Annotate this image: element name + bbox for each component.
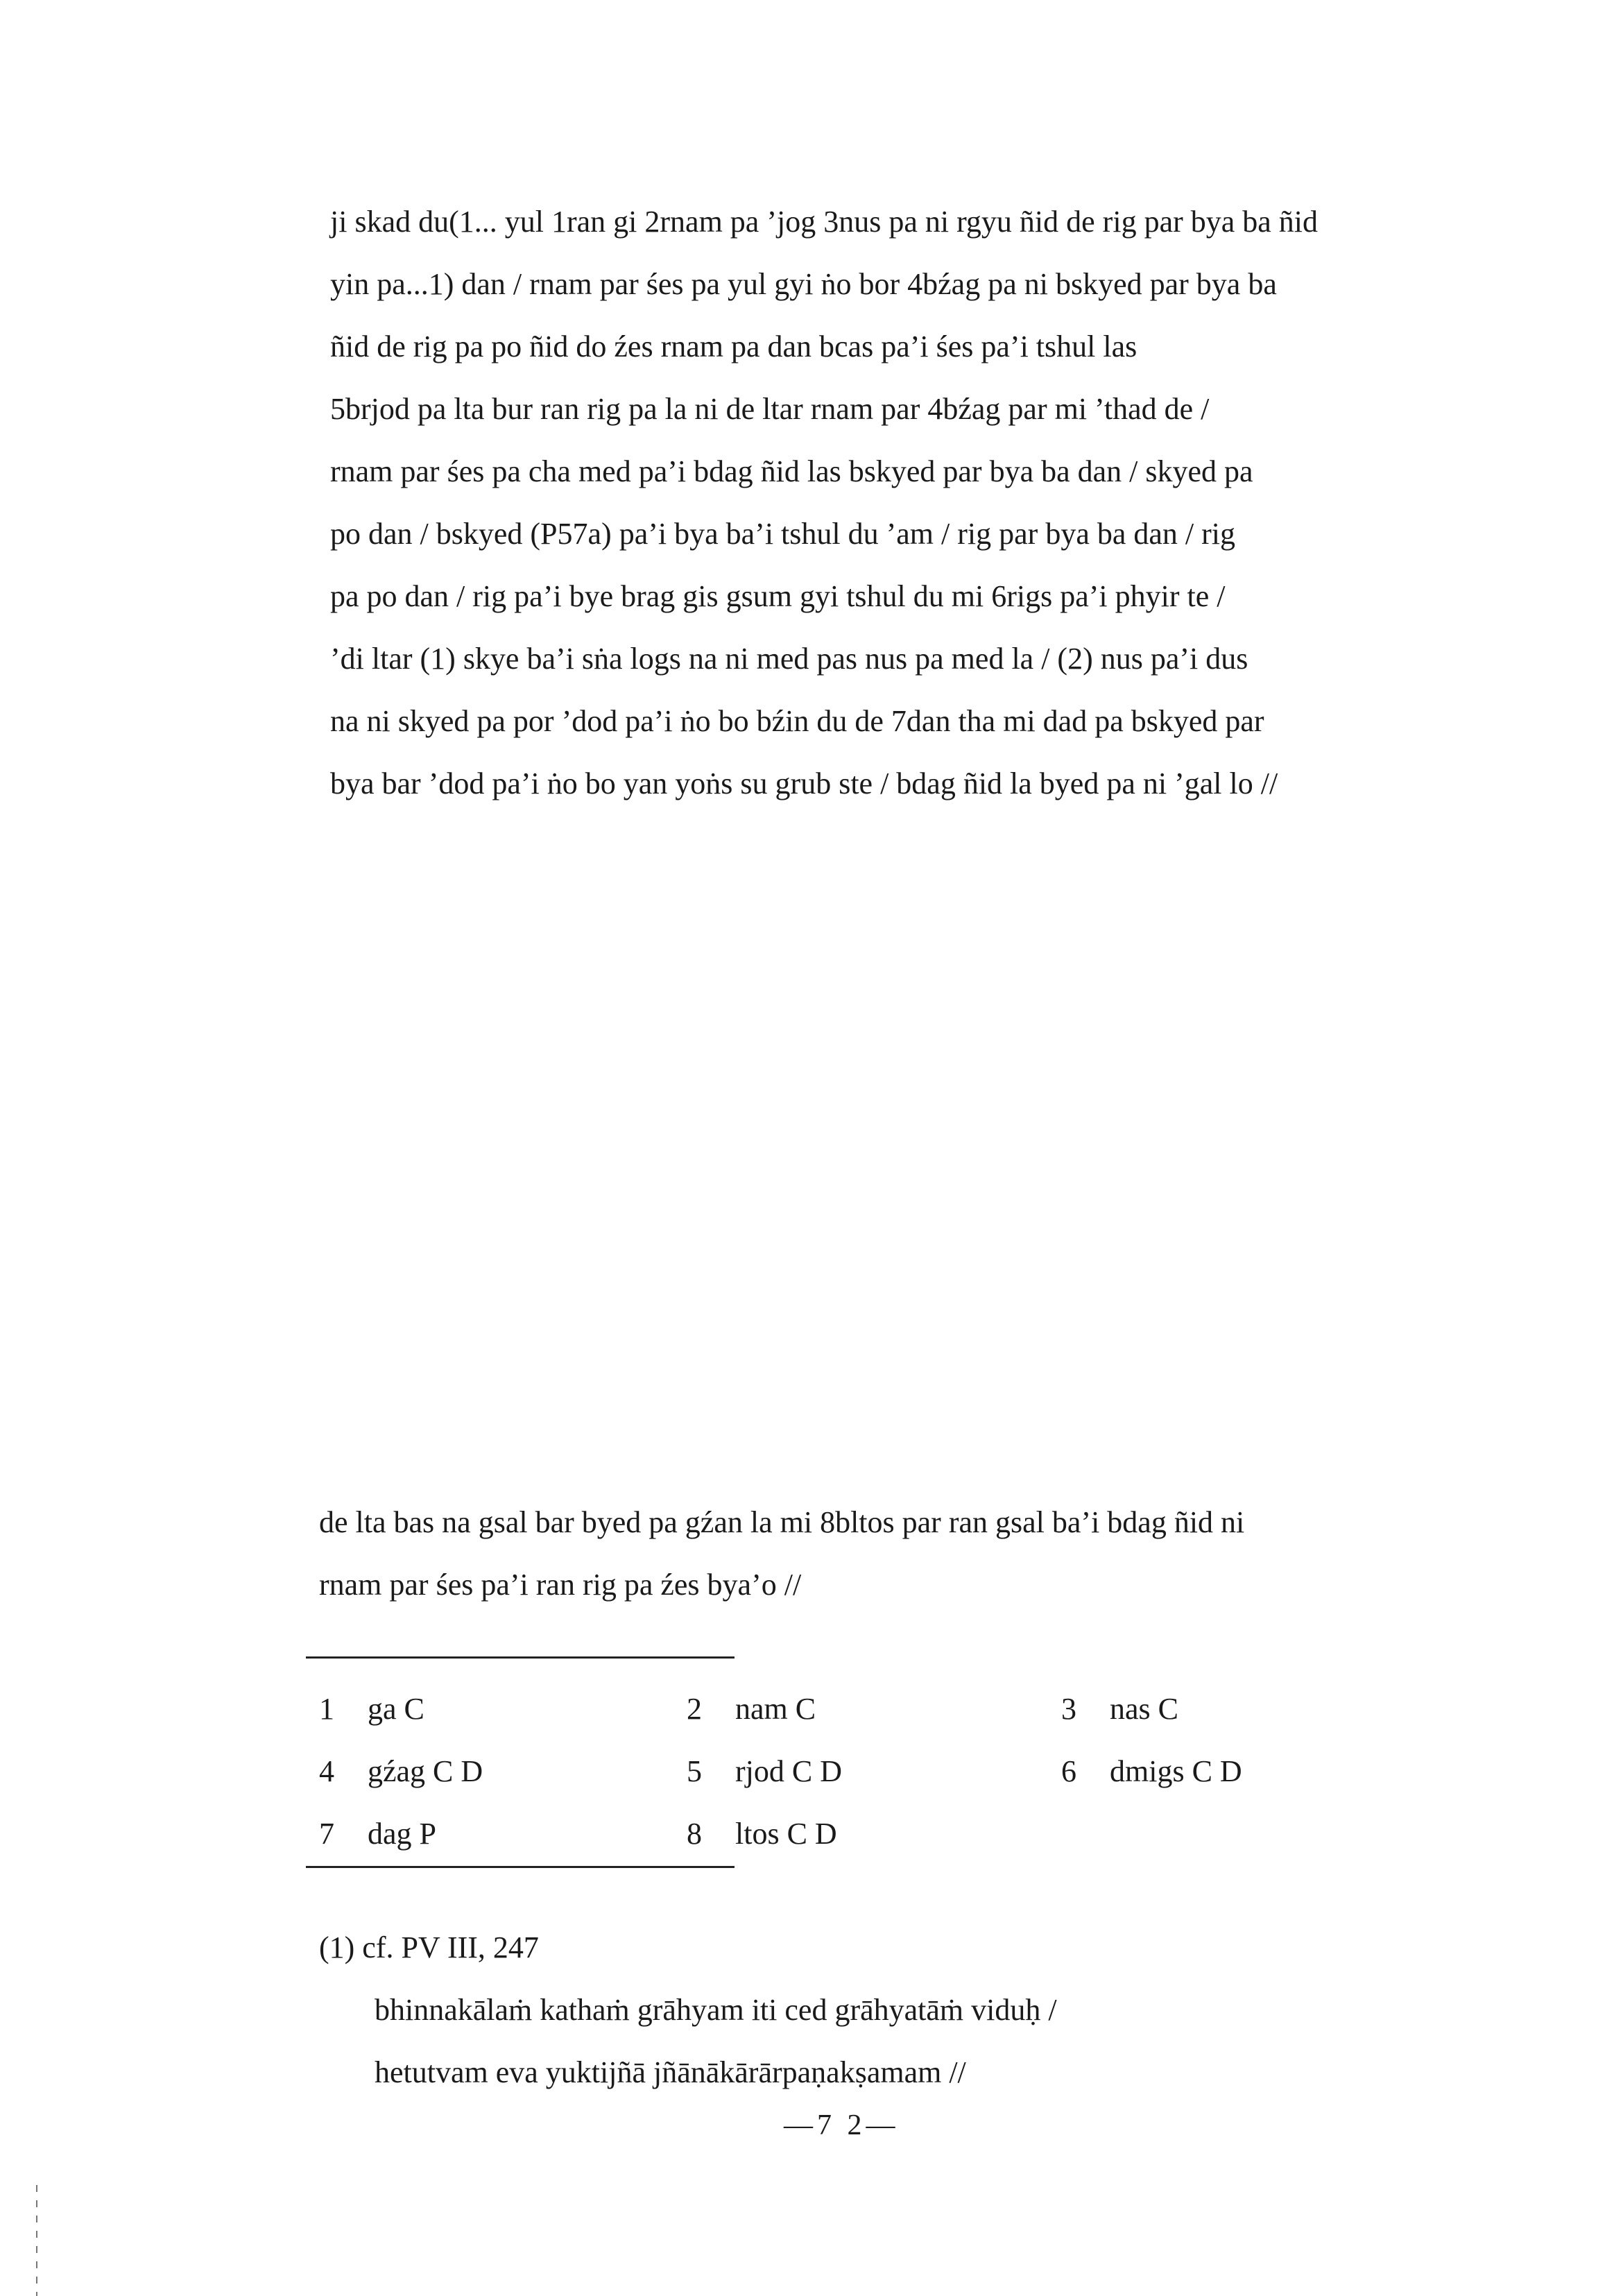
main-text-line-5: rnam par śes pa cha med pa’i bdag ñid las bskyed par bya ba dan / skyed pa <box>330 454 1253 488</box>
page-number: —7 2— <box>784 2109 900 2141</box>
note-verse-line-1: bhinnakālaṁ kathaṁ grāhyam iti ced grāhyatāṁ viduḥ / <box>375 1993 1057 2027</box>
main-text-line-6: po dan / bskyed (P57a) pa’i bya ba’i tshul du ’am / rig par bya ba dan / rig <box>330 517 1236 551</box>
main-text-line-2: yin pa...1) dan / rnam par śes pa yul gyi ṅo bor 4bźag pa ni bskyed par bya ba <box>330 267 1277 301</box>
footnote-item: 1 ga C <box>319 1692 424 1726</box>
main-text-line-3: ñid de rig pa po ñid do źes rnam pa dan bcas pa’i śes pa’i tshul las <box>330 329 1137 363</box>
footnote-item: 8 ltos C D <box>687 1817 837 1851</box>
main-text-line-1: ji skad du(1... yul 1ran gi 2rnam pa ’jog 3nus pa ni rgyu ñid de rig par bya ba ñid <box>330 205 1319 239</box>
main-text-line-8: ’di ltar (1) skye ba’i sṅa logs na ni med pas nus pa med la / (2) nus pa’i dus <box>330 642 1248 676</box>
tail-text-line-1: de lta bas na gsal bar byed pa gźan la mi 8bltos par ran gsal ba’i bdag ñid ni <box>319 1505 1245 1539</box>
scan-margin-mark <box>36 2185 37 2296</box>
footnote-item: 7 dag P <box>319 1817 436 1851</box>
tail-text-line-2: rnam par śes pa’i ran rig pa źes bya’o // <box>319 1568 802 1602</box>
footnote-bottom-rule <box>306 1866 735 1868</box>
footnote-item: 4 gźag C D <box>319 1754 483 1788</box>
footnote-item: 3 nas C <box>1061 1692 1178 1726</box>
footnote-item: 5 rjod C D <box>687 1754 842 1788</box>
note-verse-line-2: hetutvam eva yuktijñā jñānākārārpaṇakṣamam // <box>375 2055 966 2089</box>
note-label: (1) cf. PV III, 247 <box>319 1930 539 1964</box>
footnote-item: 6 dmigs C D <box>1061 1754 1242 1788</box>
main-text-line-4: 5brjod pa lta bur ran rig pa la ni de ltar rnam par 4bźag par mi ’thad de / <box>330 392 1210 426</box>
main-text-line-9: na ni skyed pa por ’dod pa’i ṅo bo bźin du de 7dan tha mi dad pa bskyed par <box>330 704 1264 738</box>
footnote-top-rule <box>306 1656 735 1659</box>
main-text-line-10: bya bar ’dod pa’i ṅo bo yan yoṅs su grub ste / bdag ñid la byed pa ni ’gal lo // <box>330 766 1278 800</box>
footnote-item: 2 nam C <box>687 1692 816 1726</box>
main-text-line-7: pa po dan / rig pa’i bye brag gis gsum gyi tshul du mi 6rigs pa’i phyir te / <box>330 579 1226 613</box>
